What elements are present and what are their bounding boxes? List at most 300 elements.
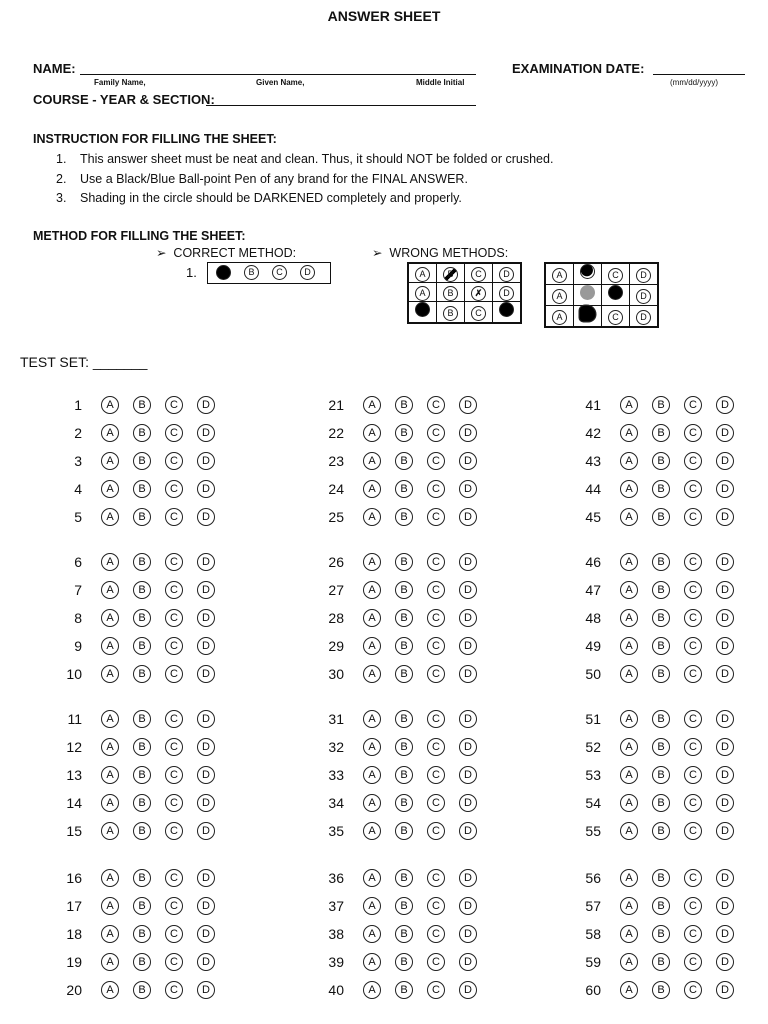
answer-bubble-d[interactable]: D — [459, 766, 477, 784]
question-row — [575, 452, 745, 470]
answer-bubble-d[interactable]: D — [459, 424, 477, 442]
answer-bubble-c[interactable]: C — [165, 508, 183, 526]
answer-bubble-b[interactable]: B — [133, 710, 151, 728]
bubble-d-icon: D — [300, 265, 315, 280]
answer-bubble-b[interactable]: B — [133, 925, 151, 943]
answer-bubble-d[interactable]: D — [716, 396, 734, 414]
question-row — [56, 480, 226, 498]
question-number: 7 — [74, 582, 82, 598]
answer-bubble-b[interactable]: B — [133, 981, 151, 999]
answer-bubble-a[interactable]: A — [620, 480, 638, 498]
answer-bubble-d[interactable]: D — [197, 480, 215, 498]
answer-bubble-c[interactable]: C — [684, 953, 702, 971]
answer-bubble-b[interactable]: B — [395, 553, 413, 571]
answer-bubble-a[interactable]: A — [101, 981, 119, 999]
answer-bubble-d[interactable]: D — [197, 637, 215, 655]
answer-bubble-b[interactable]: B — [652, 452, 670, 470]
instruction-text: Shading in the circle should be DARKENED completely and properly. — [80, 191, 462, 205]
answer-bubble-c[interactable]: C — [427, 609, 445, 627]
question-number: 1 — [74, 397, 82, 413]
answer-bubble-d[interactable]: D — [716, 508, 734, 526]
answer-bubble-c[interactable]: C — [427, 553, 445, 571]
answer-bubble-c[interactable]: C — [165, 794, 183, 812]
answer-bubble-c[interactable]: C — [427, 637, 445, 655]
answer-bubble-b[interactable]: B — [133, 869, 151, 887]
answer-bubble-d[interactable]: D — [716, 766, 734, 784]
question-number: 16 — [66, 870, 82, 886]
answer-bubble-d[interactable]: D — [197, 925, 215, 943]
answer-bubble-b[interactable]: B — [395, 665, 413, 683]
answer-bubble-a[interactable]: A — [620, 794, 638, 812]
answer-bubble-c[interactable]: C — [427, 897, 445, 915]
answer-bubble-d[interactable]: D — [197, 710, 215, 728]
answer-bubble-d[interactable]: D — [197, 396, 215, 414]
answer-bubble-a[interactable]: A — [620, 710, 638, 728]
answer-bubble-c[interactable]: C — [427, 822, 445, 840]
answer-bubble-c[interactable]: C — [427, 452, 445, 470]
answer-bubble-c[interactable]: C — [165, 609, 183, 627]
answer-bubble-a[interactable]: A — [363, 637, 381, 655]
answer-bubble-a[interactable]: A — [363, 710, 381, 728]
answer-bubble-a[interactable]: A — [363, 897, 381, 915]
answer-bubble-d[interactable]: D — [197, 897, 215, 915]
answer-bubble-d[interactable]: D — [197, 665, 215, 683]
answer-bubble-b[interactable]: B — [395, 581, 413, 599]
answer-bubble-c[interactable]: C — [427, 396, 445, 414]
answer-bubble-a[interactable]: A — [101, 710, 119, 728]
answer-bubble-d[interactable]: D — [716, 581, 734, 599]
answer-bubble-a[interactable]: A — [363, 822, 381, 840]
answer-bubble-d[interactable]: D — [716, 609, 734, 627]
answer-bubble-a[interactable]: A — [620, 665, 638, 683]
answer-bubble-c[interactable]: C — [684, 609, 702, 627]
answer-bubble-d[interactable]: D — [459, 508, 477, 526]
answer-bubble-d[interactable]: D — [716, 981, 734, 999]
answer-bubble-a[interactable]: A — [363, 738, 381, 756]
answer-bubble-c[interactable]: C — [684, 981, 702, 999]
answer-bubble-d[interactable]: D — [716, 452, 734, 470]
question-row — [575, 508, 745, 526]
answer-bubble-a[interactable]: A — [101, 869, 119, 887]
answer-bubble-c[interactable]: C — [427, 710, 445, 728]
answer-bubble-d[interactable]: D — [459, 665, 477, 683]
question-row — [56, 609, 226, 627]
answer-bubble-a[interactable]: A — [620, 738, 638, 756]
answer-bubble-d[interactable]: D — [716, 925, 734, 943]
answer-bubble-c[interactable]: C — [165, 710, 183, 728]
answer-bubble-d[interactable]: D — [716, 794, 734, 812]
answer-bubble-b[interactable]: B — [133, 953, 151, 971]
answer-bubble-c[interactable]: C — [684, 637, 702, 655]
answer-bubble-d[interactable]: D — [459, 925, 477, 943]
answer-bubble-c[interactable]: C — [165, 981, 183, 999]
answer-bubble-d[interactable]: D — [197, 609, 215, 627]
question-number: 30 — [328, 666, 344, 682]
question-row — [318, 508, 488, 526]
answer-bubble-b[interactable]: B — [652, 869, 670, 887]
answer-bubble-c[interactable]: C — [427, 794, 445, 812]
question-row — [56, 452, 226, 470]
answer-bubble-a[interactable]: A — [363, 953, 381, 971]
answer-bubble-a[interactable]: A — [363, 396, 381, 414]
answer-bubble-b[interactable]: B — [652, 637, 670, 655]
answer-bubble-d[interactable]: D — [716, 869, 734, 887]
answer-bubble-c[interactable]: C — [684, 553, 702, 571]
answer-bubble-d[interactable]: D — [716, 897, 734, 915]
answer-bubble-d[interactable]: D — [197, 553, 215, 571]
question-row — [318, 794, 488, 812]
answer-bubble-b[interactable]: B — [133, 581, 151, 599]
answer-bubble-d[interactable]: D — [197, 581, 215, 599]
answer-bubble-c[interactable]: C — [165, 396, 183, 414]
answer-bubble-b[interactable]: B — [395, 452, 413, 470]
answer-bubble-d[interactable]: D — [459, 452, 477, 470]
question-number: 26 — [328, 554, 344, 570]
answer-bubble-b[interactable]: B — [652, 609, 670, 627]
answer-bubble-c[interactable]: C — [684, 665, 702, 683]
answer-bubble-c[interactable]: C — [684, 897, 702, 915]
question-number: 13 — [66, 767, 82, 783]
answer-bubble-a[interactable]: A — [101, 925, 119, 943]
answer-bubble-d[interactable]: D — [197, 738, 215, 756]
family-name-caption: Family Name, — [94, 78, 146, 87]
answer-bubble-a[interactable]: A — [620, 925, 638, 943]
answer-bubble-a[interactable]: A — [101, 822, 119, 840]
question-number: 38 — [328, 926, 344, 942]
answer-bubble-a[interactable]: A — [101, 609, 119, 627]
answer-bubble-a[interactable]: A — [620, 581, 638, 599]
answer-bubble-b[interactable]: B — [652, 738, 670, 756]
answer-bubble-c[interactable]: C — [684, 925, 702, 943]
answer-bubble-d[interactable]: D — [716, 480, 734, 498]
answer-bubble-c[interactable]: C — [427, 766, 445, 784]
answer-bubble-b[interactable]: B — [395, 897, 413, 915]
answer-bubble-a[interactable]: A — [620, 637, 638, 655]
answer-bubble-a[interactable]: A — [101, 396, 119, 414]
question-row — [56, 897, 226, 915]
answer-bubble-d[interactable]: D — [459, 480, 477, 498]
answer-bubble-b[interactable]: B — [652, 581, 670, 599]
answer-bubble-a[interactable]: A — [363, 553, 381, 571]
answer-bubble-d[interactable]: D — [197, 452, 215, 470]
answer-bubble-d[interactable]: D — [459, 609, 477, 627]
answer-bubble-a[interactable]: A — [101, 794, 119, 812]
question-number: 43 — [585, 453, 601, 469]
answer-bubble-a[interactable]: A — [620, 869, 638, 887]
answer-bubble-c[interactable]: C — [684, 452, 702, 470]
answer-bubble-b[interactable]: B — [133, 396, 151, 414]
answer-bubble-d[interactable]: D — [197, 869, 215, 887]
answer-bubble-c[interactable]: C — [684, 396, 702, 414]
answer-bubble-d[interactable]: D — [716, 953, 734, 971]
answer-bubble-b[interactable]: B — [133, 452, 151, 470]
question-number: 54 — [585, 795, 601, 811]
answer-bubble-c[interactable]: C — [165, 637, 183, 655]
answer-bubble-a[interactable]: A — [363, 581, 381, 599]
answer-bubble-b[interactable]: B — [395, 822, 413, 840]
answer-bubble-c[interactable]: C — [165, 869, 183, 887]
answer-bubble-c[interactable]: C — [427, 953, 445, 971]
answer-bubble-a[interactable]: A — [363, 925, 381, 943]
answer-bubble-a[interactable]: A — [101, 766, 119, 784]
answer-bubble-a[interactable]: A — [101, 637, 119, 655]
answer-bubble-b[interactable]: B — [652, 396, 670, 414]
answer-bubble-a[interactable]: A — [101, 953, 119, 971]
answer-bubble-a[interactable]: A — [101, 452, 119, 470]
answer-bubble-c[interactable]: C — [165, 553, 183, 571]
question-number: 57 — [585, 898, 601, 914]
answer-bubble-c[interactable]: C — [427, 581, 445, 599]
question-row — [318, 766, 488, 784]
answer-bubble-c[interactable]: C — [427, 925, 445, 943]
answer-bubble-a[interactable]: A — [363, 452, 381, 470]
answer-bubble-c[interactable]: C — [427, 981, 445, 999]
question-number: 58 — [585, 926, 601, 942]
answer-bubble-b[interactable]: B — [395, 925, 413, 943]
answer-bubble-b[interactable]: B — [652, 480, 670, 498]
answer-bubble-a[interactable]: A — [363, 609, 381, 627]
answer-bubble-c[interactable]: C — [684, 738, 702, 756]
answer-bubble-b[interactable]: B — [133, 665, 151, 683]
answer-bubble-b[interactable]: B — [652, 424, 670, 442]
answer-bubble-c[interactable]: C — [165, 822, 183, 840]
answer-bubble-d[interactable]: D — [459, 953, 477, 971]
question-row — [318, 424, 488, 442]
answer-bubble-a[interactable]: A — [101, 581, 119, 599]
question-row — [575, 609, 745, 627]
question-number: 9 — [74, 638, 82, 654]
answer-bubble-b[interactable]: B — [133, 738, 151, 756]
answer-bubble-b[interactable]: B — [652, 508, 670, 526]
answer-bubble-b[interactable]: B — [652, 925, 670, 943]
answer-bubble-c[interactable]: C — [165, 897, 183, 915]
checked-bubble-icon: B — [443, 267, 458, 282]
bubble-a-icon: A — [552, 268, 567, 283]
answer-bubble-b[interactable]: B — [652, 710, 670, 728]
answer-bubble-d[interactable]: D — [197, 508, 215, 526]
answer-bubble-c[interactable]: C — [684, 869, 702, 887]
answer-bubble-c[interactable]: C — [165, 424, 183, 442]
answer-bubble-c[interactable]: C — [427, 508, 445, 526]
answer-bubble-b[interactable]: B — [395, 609, 413, 627]
answer-bubble-b[interactable]: B — [395, 869, 413, 887]
answer-bubble-a[interactable]: A — [363, 869, 381, 887]
answer-bubble-a[interactable]: A — [363, 480, 381, 498]
answer-bubble-c[interactable]: C — [165, 581, 183, 599]
answer-bubble-d[interactable]: D — [459, 981, 477, 999]
answer-bubble-a[interactable]: A — [101, 480, 119, 498]
question-row — [575, 738, 745, 756]
answer-bubble-d[interactable]: D — [459, 581, 477, 599]
answer-bubble-c[interactable]: C — [427, 480, 445, 498]
answer-bubble-b[interactable]: B — [133, 424, 151, 442]
answer-bubble-a[interactable]: A — [620, 609, 638, 627]
answer-bubble-a[interactable]: A — [363, 424, 381, 442]
answer-bubble-a[interactable]: A — [620, 981, 638, 999]
answer-bubble-a[interactable]: A — [101, 424, 119, 442]
answer-bubble-b[interactable]: B — [395, 981, 413, 999]
question-row — [575, 710, 745, 728]
answer-bubble-b[interactable]: B — [133, 794, 151, 812]
answer-bubble-b[interactable]: B — [652, 953, 670, 971]
answer-bubble-b[interactable]: B — [395, 508, 413, 526]
answer-bubble-b[interactable]: B — [133, 508, 151, 526]
answer-bubble-d[interactable]: D — [459, 738, 477, 756]
answer-bubble-d[interactable]: D — [459, 869, 477, 887]
question-number: 15 — [66, 823, 82, 839]
answer-bubble-d[interactable]: D — [459, 710, 477, 728]
answer-bubble-c[interactable]: C — [684, 508, 702, 526]
bubble-c-icon: C — [608, 268, 623, 283]
answer-bubble-b[interactable]: B — [133, 553, 151, 571]
answer-bubble-d[interactable]: D — [459, 396, 477, 414]
answer-bubble-a[interactable]: A — [101, 897, 119, 915]
answer-bubble-a[interactable]: A — [620, 424, 638, 442]
answer-bubble-b[interactable]: B — [395, 480, 413, 498]
answer-bubble-b[interactable]: B — [133, 766, 151, 784]
answer-bubble-c[interactable]: C — [165, 452, 183, 470]
answer-bubble-d[interactable]: D — [197, 981, 215, 999]
answer-bubble-d[interactable]: D — [197, 766, 215, 784]
answer-bubble-b[interactable]: B — [652, 897, 670, 915]
answer-bubble-c[interactable]: C — [684, 766, 702, 784]
question-row — [575, 480, 745, 498]
question-number: 10 — [66, 666, 82, 682]
answer-bubble-c[interactable]: C — [165, 925, 183, 943]
answer-bubble-b[interactable]: B — [652, 665, 670, 683]
question-row — [575, 424, 745, 442]
answer-bubble-a[interactable]: A — [363, 766, 381, 784]
answer-bubble-d[interactable]: D — [716, 822, 734, 840]
question-number: 42 — [585, 425, 601, 441]
answer-bubble-d[interactable]: D — [716, 553, 734, 571]
answer-bubble-a[interactable]: A — [620, 508, 638, 526]
answer-bubble-a[interactable]: A — [101, 665, 119, 683]
example-number: 1. — [186, 265, 197, 280]
answer-bubble-a[interactable]: A — [363, 981, 381, 999]
question-row — [575, 553, 745, 571]
answer-bubble-a[interactable]: A — [363, 794, 381, 812]
question-row — [318, 953, 488, 971]
bubble-d-icon: D — [499, 286, 514, 301]
answer-bubble-a[interactable]: A — [620, 822, 638, 840]
answer-bubble-a[interactable]: A — [363, 508, 381, 526]
answer-bubble-b[interactable]: B — [652, 822, 670, 840]
answer-bubble-c[interactable]: C — [684, 581, 702, 599]
answer-bubble-b[interactable]: B — [395, 738, 413, 756]
answer-bubble-d[interactable]: D — [716, 738, 734, 756]
answer-bubble-c[interactable]: C — [427, 738, 445, 756]
bubble-d-icon: D — [636, 268, 651, 283]
answer-bubble-b[interactable]: B — [133, 822, 151, 840]
answer-bubble-d[interactable]: D — [459, 897, 477, 915]
answer-bubble-a[interactable]: A — [620, 452, 638, 470]
answer-bubble-a[interactable]: A — [620, 553, 638, 571]
bubble-d-icon: D — [636, 289, 651, 304]
answer-bubble-c[interactable]: C — [427, 869, 445, 887]
answer-bubble-b[interactable]: B — [652, 766, 670, 784]
question-number: 51 — [585, 711, 601, 727]
answer-bubble-a[interactable]: A — [620, 953, 638, 971]
answer-bubble-b[interactable]: B — [133, 480, 151, 498]
answer-bubble-d[interactable]: D — [197, 953, 215, 971]
answer-bubble-c[interactable]: C — [165, 953, 183, 971]
question-row — [56, 424, 226, 442]
answer-bubble-d[interactable]: D — [459, 822, 477, 840]
question-number: 33 — [328, 767, 344, 783]
question-row — [318, 480, 488, 498]
answer-bubble-b[interactable]: B — [133, 637, 151, 655]
answer-bubble-a[interactable]: A — [620, 396, 638, 414]
answer-bubble-c[interactable]: C — [165, 665, 183, 683]
question-number: 35 — [328, 823, 344, 839]
answer-bubble-a[interactable]: A — [363, 665, 381, 683]
answer-bubble-d[interactable]: D — [197, 822, 215, 840]
question-number: 25 — [328, 509, 344, 525]
answer-bubble-b[interactable]: B — [652, 794, 670, 812]
answer-bubble-d[interactable]: D — [459, 637, 477, 655]
answer-bubble-d[interactable]: D — [197, 794, 215, 812]
answer-bubble-b[interactable]: B — [395, 794, 413, 812]
answer-bubble-c[interactable]: C — [165, 738, 183, 756]
answer-bubble-b[interactable]: B — [395, 396, 413, 414]
answer-bubble-c[interactable]: C — [684, 822, 702, 840]
question-number: 36 — [328, 870, 344, 886]
answer-bubble-c[interactable]: C — [684, 794, 702, 812]
question-row — [56, 822, 226, 840]
question-row — [575, 981, 745, 999]
answer-bubble-d[interactable]: D — [459, 553, 477, 571]
answer-bubble-d[interactable]: D — [197, 424, 215, 442]
question-number: 49 — [585, 638, 601, 654]
question-row — [575, 822, 745, 840]
answer-bubble-b[interactable]: B — [652, 553, 670, 571]
answer-bubble-c[interactable]: C — [684, 480, 702, 498]
answer-bubble-a[interactable]: A — [101, 508, 119, 526]
answer-bubble-b[interactable]: B — [652, 981, 670, 999]
answer-bubble-a[interactable]: A — [101, 738, 119, 756]
bubble-c-icon: C — [272, 265, 287, 280]
answer-bubble-b[interactable]: B — [395, 766, 413, 784]
answer-bubble-b[interactable]: B — [395, 710, 413, 728]
answer-bubble-c[interactable]: C — [165, 766, 183, 784]
answer-bubble-d[interactable]: D — [459, 794, 477, 812]
answer-bubble-d[interactable]: D — [716, 710, 734, 728]
question-row — [318, 869, 488, 887]
answer-bubble-d[interactable]: D — [716, 424, 734, 442]
answer-bubble-c[interactable]: C — [427, 665, 445, 683]
answer-bubble-d[interactable]: D — [716, 637, 734, 655]
question-row — [318, 581, 488, 599]
question-number: 24 — [328, 481, 344, 497]
answer-bubble-c[interactable]: C — [684, 710, 702, 728]
answer-bubble-b[interactable]: B — [395, 953, 413, 971]
instruction-number: 1. — [56, 152, 67, 166]
answer-bubble-b[interactable]: B — [395, 637, 413, 655]
answer-bubble-b[interactable]: B — [395, 424, 413, 442]
answer-bubble-b[interactable]: B — [133, 609, 151, 627]
answer-bubble-c[interactable]: C — [427, 424, 445, 442]
answer-bubble-b[interactable]: B — [133, 897, 151, 915]
answer-bubble-a[interactable]: A — [620, 766, 638, 784]
answer-bubble-d[interactable]: D — [716, 665, 734, 683]
answer-bubble-a[interactable]: A — [620, 897, 638, 915]
answer-bubble-c[interactable]: C — [684, 424, 702, 442]
instruction-number: 2. — [56, 171, 67, 186]
answer-bubble-a[interactable]: A — [101, 553, 119, 571]
arrow-icon: ➢ — [372, 246, 390, 260]
answer-bubble-c[interactable]: C — [165, 480, 183, 498]
